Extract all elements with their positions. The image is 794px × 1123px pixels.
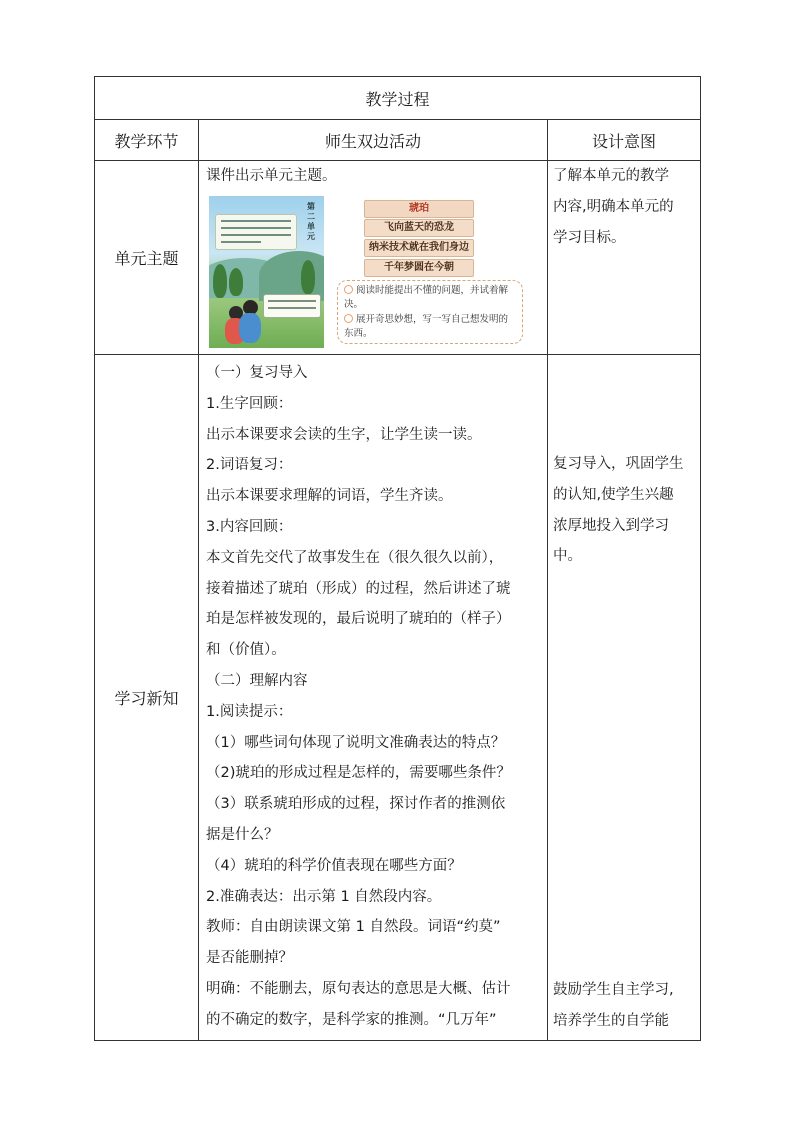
activity-line: 出示本课要求会读的生字，让学生读一读。 [206, 426, 482, 443]
goal-bullet-icon [344, 314, 353, 323]
table-row-unit-theme [95, 161, 701, 355]
book-cover-illustration [209, 196, 324, 348]
intent-line: 内容,明确本单元的 [553, 198, 674, 215]
activity-line: （2)琥珀的形成过程是怎样的，需要哪些条件？ [206, 765, 511, 782]
activity-line: （二）理解内容 [206, 672, 308, 689]
activity-line: （4）琥珀的科学价值表现在哪些方面？ [206, 857, 462, 874]
lesson-tag: 纳米技术就在我们身边 [364, 239, 474, 257]
stage-learn-new: 学习新知 [95, 355, 199, 1041]
activity-line: 课件出示单元主题。 [206, 168, 337, 184]
stage-unit-theme: 单元主题 [95, 161, 199, 355]
activity-line: 和（价值）。 [206, 642, 286, 659]
activity-line: 是否能删掉？ [206, 950, 293, 967]
header-intent: 设计意图 [548, 120, 701, 161]
activity-line: 接着描述了琥珀（形成）的过程，然后讲述了琥 [206, 580, 511, 597]
activity-line: 出示本课要求理解的词语，学生齐读。 [206, 488, 453, 505]
teaching-process-page [94, 76, 700, 1041]
header-activity: 师生双边活动 [199, 120, 548, 161]
intent-line: 鼓励学生自主学习, [553, 982, 674, 998]
activity-line: 教师：自由朗读课文第 1 自然段。词语“约莫” [206, 919, 501, 936]
intent-line: 中。 [553, 548, 582, 565]
header-stage: 教学环节 [95, 120, 199, 161]
activity-line: 明确：不能删去，原句表达的意思是大概、估计 [206, 980, 511, 997]
intent-line: 浓厚地投入到学习 [553, 517, 669, 534]
unit-cover-image [199, 192, 547, 342]
activity-unit-theme [199, 161, 548, 355]
unit-goal: 展开奇思妙想，写一写自己想发明的东西。 [344, 313, 509, 340]
activity-line: 1.生字回顾： [206, 395, 293, 412]
goal-bullet-icon [344, 285, 353, 294]
book-unit-label: 第二单元 [307, 201, 315, 241]
activity-line: （一）复习导入 [206, 365, 308, 381]
intent-line: 学习目标。 [553, 229, 626, 246]
activity-line: 据是什么？ [206, 826, 279, 843]
table-row-learn-new [95, 355, 701, 1041]
intent-line: 培养学生的自学能 [553, 1012, 669, 1029]
activity-line: （3）联系琥珀形成的过程，探讨作者的推测依 [206, 796, 506, 813]
activity-line: 的不确定的数字，是科学家的推测。“几万年” [206, 1011, 497, 1028]
lesson-tag: 千年梦圆在今朝 [364, 259, 474, 277]
intent-line: 了解本单元的教学 [553, 168, 669, 184]
intent-line: 复习导入，巩固学生 [553, 456, 684, 472]
activity-line: 1.阅读提示： [206, 703, 293, 720]
activity-line: 3.内容回顾： [206, 518, 293, 535]
intent-line: 的认知,使学生兴趣 [553, 486, 674, 503]
activity-line: 珀是怎样被发现的，最后说明了琥珀的（样子） [206, 611, 511, 628]
table-title: 教学过程 [95, 77, 701, 120]
activity-learn-new [199, 355, 548, 1041]
intent-unit-theme [548, 161, 701, 355]
teaching-process-table [94, 76, 701, 1041]
unit-goals-box [337, 280, 523, 344]
lesson-tag: 飞向蓝天的恐龙 [364, 219, 474, 237]
activity-line: 本文首先交代了故事发生在（很久很久以前）， [206, 549, 504, 566]
cover-speech-bubble [263, 294, 321, 318]
cover-note-box [215, 214, 297, 250]
activity-line: （1）哪些词句体现了说明文准确表达的特点？ [206, 734, 506, 751]
activity-line: 2.准确表达：出示第 1 自然段内容。 [206, 888, 442, 905]
activity-line: 2.词语复习： [206, 457, 293, 474]
unit-goal: 阅读时能提出不懂的问题，并试着解决。 [344, 284, 509, 311]
lesson-tag: 琥珀 [364, 200, 474, 218]
intent-learn-new [548, 355, 701, 1041]
